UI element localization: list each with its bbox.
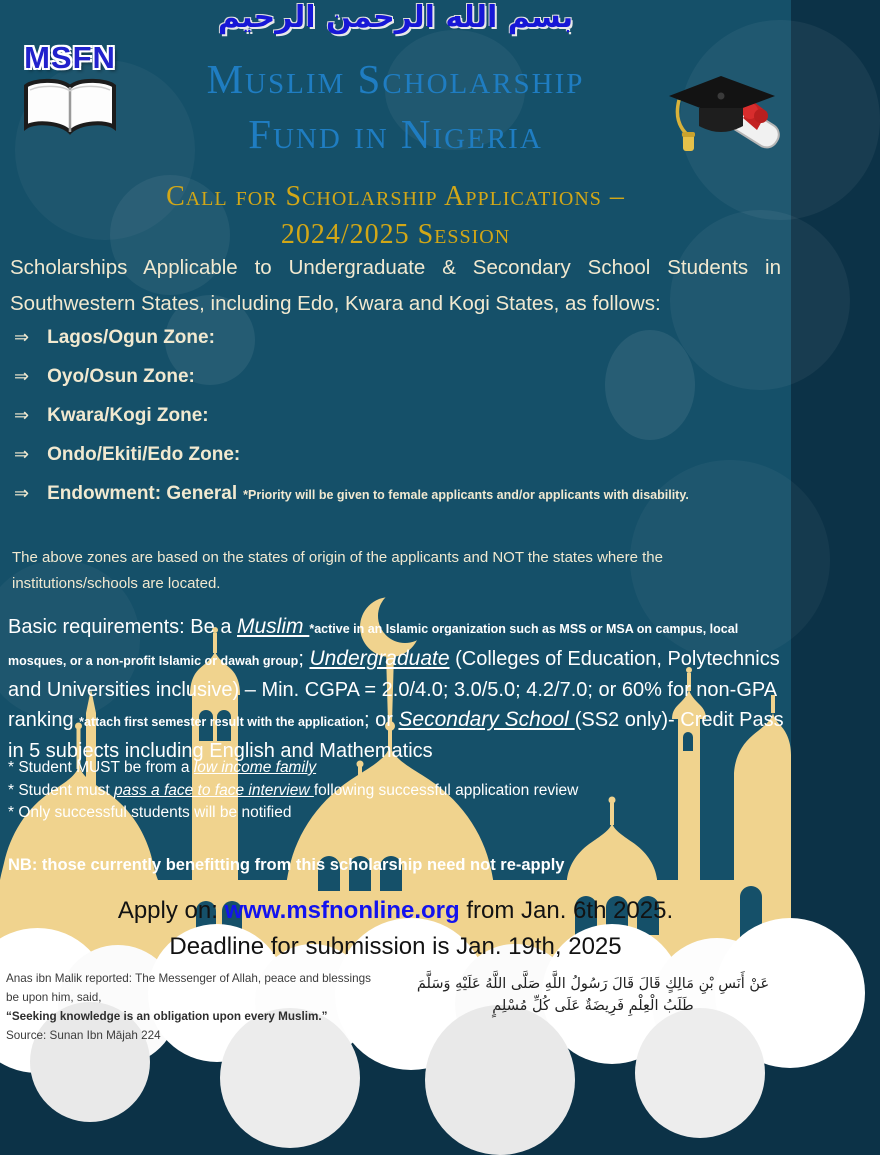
basic-requirements-paragraph xyxy=(8,612,786,766)
hadith-source: Source: Sunan Ibn Mājah 224 xyxy=(6,1028,161,1042)
website-link[interactable]: www.msfnonline.org xyxy=(224,897,460,924)
note-text: * Student MUST be from a xyxy=(8,759,194,776)
hadith-quote: “Seeking knowledge is an obligation upon every Muslim.” xyxy=(6,1009,328,1023)
poster-subtitle-line1: Call for Scholarship Applications – xyxy=(166,181,625,212)
note-text: * Only successful students will be notified xyxy=(8,804,292,821)
note-text: * Student must xyxy=(8,781,114,799)
cloud xyxy=(635,1008,765,1138)
list-item xyxy=(14,482,784,506)
attach-footnote: *attach first semester result with the application xyxy=(79,715,364,729)
hadith-arabic: عَنْ أَنَسِ بْنِ مَالِكٍ قَالَ قَالَ رَسُولُ اللَّهِ صَلَّى اللَّهُ عَلَيْهِ وَسَلَّمَ طَلَبُ الْعِلْمِ فَرِيضَةٌ عَلَى كُلِّ مُسْلِمٍ xyxy=(416,976,770,1014)
apply-text: Apply on: xyxy=(117,897,225,924)
zones-footnote: The above zones are based on the states of origin of the applicants and NOT the states where the institutions/schools are located. xyxy=(12,549,663,592)
zone-label: Lagos/Ogun Zone: xyxy=(47,327,215,348)
list-item xyxy=(14,365,784,389)
note-emphasis: low income family xyxy=(193,759,317,776)
hadith-narration: Anas ibn Malik reported: The Messenger of Allah, peace and blessings be upon him, said, xyxy=(6,972,371,1004)
zone-list xyxy=(14,326,784,521)
msfn-logo-text: MSFN xyxy=(24,40,116,75)
list-item xyxy=(8,757,708,780)
arrow-bullet-icon: ⇒ xyxy=(14,444,30,464)
requirements-text: Basic requirements: Be a xyxy=(8,616,237,638)
muslim-footnote: *active in an Islamic organization such as MSS or MSA on campus, local mosques, or a non-profit Islamic or dawah group xyxy=(8,622,739,668)
deadline-line: Deadline for submission is Jan. 19th, 2025 xyxy=(169,933,622,960)
poster-title-line1: Muslim Scholarship xyxy=(206,56,585,102)
requirements-text: (Colleges of Education, Polytechnics and Universities inclusive) – Min. CGPA = 2.0/4.0; 3.0/5.0; 4.2/7.0; or 60% for non-GPA ranking xyxy=(8,648,780,731)
apply-line xyxy=(0,897,791,925)
arrow-bullet-icon: ⇒ xyxy=(14,327,30,347)
requirements-text: ; or xyxy=(363,709,399,731)
intro-paragraph: Scholarships Applicable to Undergraduate & Secondary School Students in Southwestern States, including Edo, Kwara and Kogi States, as follows: xyxy=(10,256,781,315)
bismillah-calligraphy: بسم الله الرحمن الرحيم xyxy=(217,0,574,35)
poster-subtitle-line2: 2024/2025 Session xyxy=(280,219,511,250)
student-notes xyxy=(8,757,708,825)
apply-text: from Jan. 6th 2025. xyxy=(459,897,674,924)
hadith-english xyxy=(6,970,386,1046)
zone-label: Endowment: General xyxy=(47,483,238,504)
list-item xyxy=(14,404,784,428)
cloud xyxy=(425,1005,575,1155)
list-item xyxy=(14,326,784,350)
note-text: following successful application review xyxy=(313,781,579,799)
list-item xyxy=(14,443,784,467)
arrow-bullet-icon: ⇒ xyxy=(14,366,30,386)
requirements-text: ; xyxy=(298,648,310,670)
undergraduate-underlined: Undergraduate xyxy=(309,647,450,670)
list-item xyxy=(8,780,708,803)
arrow-bullet-icon: ⇒ xyxy=(14,483,30,503)
arrow-bullet-icon: ⇒ xyxy=(14,405,30,425)
zone-note: *Priority will be given to female applicants and/or applicants with disability. xyxy=(243,488,689,502)
list-item xyxy=(8,802,708,825)
zone-label: Ondo/Ekiti/Edo Zone: xyxy=(47,444,241,465)
requirements-text: (SS2 only)- Credit Pass in 5 subjects including English and Mathematics xyxy=(8,709,784,762)
zone-label: Oyo/Osun Zone: xyxy=(47,366,195,387)
muslim-underlined: Muslim xyxy=(237,615,310,638)
secondary-school-underlined: Secondary School xyxy=(398,708,575,731)
zone-label: Kwara/Kogi Zone: xyxy=(47,405,209,426)
nb-notice: NB: those currently benefitting from this scholarship need not re-apply xyxy=(8,856,565,874)
poster-title-line2: Fund in Nigeria xyxy=(248,111,543,157)
note-emphasis: pass a face to face interview xyxy=(113,781,314,799)
